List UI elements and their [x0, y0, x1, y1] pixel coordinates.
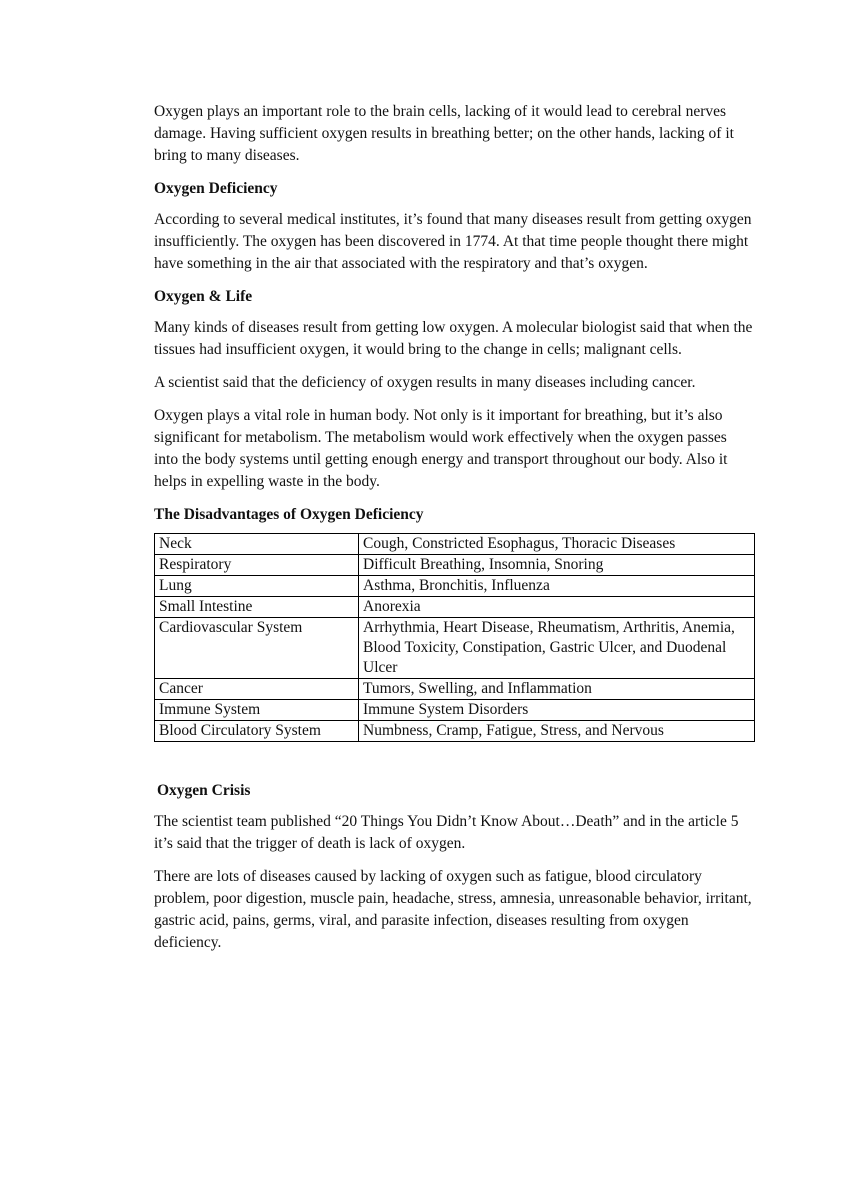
life-paragraph-1: Many kinds of diseases result from getting low oxygen. A molecular biologist said that when the tissues had insufficient oxygen, it would bring to the change in cells; malignant cells. [154, 319, 753, 358]
table-row [155, 618, 755, 679]
body-part-cell: Small Intestine [155, 597, 359, 618]
life-paragraph-2: A scientist said that the deficiency of oxygen results in many diseases including cancer. [154, 374, 696, 391]
heading-oxygen-crisis: Oxygen Crisis [157, 782, 251, 799]
body-part-cell: Blood Circulatory System [155, 721, 359, 742]
diseases-cell: Cough, Constricted Esophagus, Thoracic Diseases [359, 534, 755, 555]
diseases-cell: Tumors, Swelling, and Inflammation [359, 679, 755, 700]
document-page [154, 101, 754, 954]
disadvantages-table [154, 533, 755, 742]
crisis-paragraph-1: The scientist team published “20 Things You Didn’t Know About…Death” and in the article 5 it’s said that the trigger of death is lack of oxygen. [154, 813, 739, 852]
body-part-cell: Neck [155, 534, 359, 555]
diseases-cell: Numbness, Cramp, Fatigue, Stress, and Nervous [359, 721, 755, 742]
body-part-cell: Immune System [155, 700, 359, 721]
heading-disadvantages: The Disadvantages of Oxygen Deficiency [154, 506, 424, 523]
table-row [155, 700, 755, 721]
heading-oxygen-life: Oxygen & Life [154, 288, 253, 305]
diseases-cell: Immune System Disorders [359, 700, 755, 721]
table-row [155, 721, 755, 742]
diseases-cell: Difficult Breathing, Insomnia, Snoring [359, 555, 755, 576]
heading-oxygen-deficiency: Oxygen Deficiency [154, 180, 278, 197]
body-part-cell: Respiratory [155, 555, 359, 576]
body-part-cell: Cancer [155, 679, 359, 700]
body-part-cell: Lung [155, 576, 359, 597]
table-row [155, 597, 755, 618]
intro-paragraph: Oxygen plays an important role to the brain cells, lacking of it would lead to cerebral nerves damage. Having sufficient oxygen results in breathing better; on the other hands, lacking of it bring to many diseases. [154, 103, 734, 164]
life-paragraph-3: Oxygen plays a vital role in human body. Not only is it important for breathing, but it’s also significant for metabolism. The metabolism would work effectively when the oxygen passes into the body systems until getting enough energy and transport throughout our body. Also it helps in expelling waste in the body. [154, 407, 728, 490]
table-row [155, 555, 755, 576]
diseases-cell: Arrhythmia, Heart Disease, Rheumatism, Arthritis, Anemia, Blood Toxicity, Constipation, Gastric Ulcer, and Duodenal Ulcer [359, 618, 755, 679]
body-part-cell: Cardiovascular System [155, 618, 359, 679]
deficiency-paragraph: According to several medical institutes, it’s found that many diseases result from getting oxygen insufficiently. The oxygen has been discovered in 1774. At that time people thought there might have something in the air that associated with the respiratory and that’s oxygen. [154, 211, 752, 272]
table-row [155, 534, 755, 555]
table-row [155, 679, 755, 700]
diseases-cell: Anorexia [359, 597, 755, 618]
diseases-cell: Asthma, Bronchitis, Influenza [359, 576, 755, 597]
table-row [155, 576, 755, 597]
crisis-paragraph-2: There are lots of diseases caused by lacking of oxygen such as fatigue, blood circulatory problem, poor digestion, muscle pain, headache, stress, amnesia, unreasonable behavior, irritant, gastric acid, pains, germs, viral, and parasite infection, diseases resulting from oxygen deficiency. [154, 868, 752, 951]
